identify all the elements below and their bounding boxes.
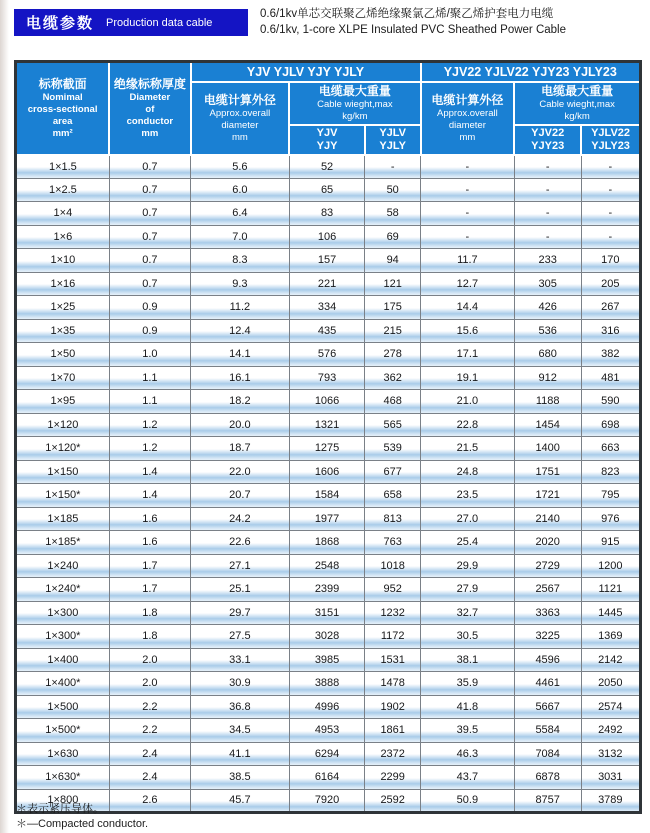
cell: 7.0 bbox=[191, 225, 290, 249]
cell: 536 bbox=[514, 319, 581, 343]
table-row bbox=[16, 742, 641, 766]
cell: 278 bbox=[365, 343, 421, 367]
cell: 1×150* bbox=[16, 484, 110, 508]
cell: 305 bbox=[514, 272, 581, 296]
cell: 3363 bbox=[514, 601, 581, 625]
cell: 205 bbox=[581, 272, 640, 296]
cell: 2050 bbox=[581, 672, 640, 696]
cell: 1721 bbox=[514, 484, 581, 508]
cell: - bbox=[581, 202, 640, 226]
cell: 170 bbox=[581, 249, 640, 273]
cell: 7084 bbox=[514, 742, 581, 766]
cell: 1902 bbox=[365, 695, 421, 719]
cell: 0.7 bbox=[109, 272, 190, 296]
cell: 677 bbox=[365, 460, 421, 484]
cell: 29.9 bbox=[421, 554, 515, 578]
cell: 1.0 bbox=[109, 343, 190, 367]
table-row bbox=[16, 155, 641, 179]
cell: 1868 bbox=[289, 531, 365, 555]
cell: 38.5 bbox=[191, 766, 290, 790]
table-row bbox=[16, 648, 641, 672]
cell: 3132 bbox=[581, 742, 640, 766]
cell: 14.4 bbox=[421, 296, 515, 320]
cell: 1400 bbox=[514, 437, 581, 461]
cell: 912 bbox=[514, 366, 581, 390]
cell: 362 bbox=[365, 366, 421, 390]
cell: 1×6 bbox=[16, 225, 110, 249]
cell: 0.7 bbox=[109, 249, 190, 273]
cell: 1×25 bbox=[16, 296, 110, 320]
cell: 21.5 bbox=[421, 437, 515, 461]
cell: 32.7 bbox=[421, 601, 515, 625]
cell: 2372 bbox=[365, 742, 421, 766]
header-group-yjv: YJV YJLV YJY YJLY bbox=[191, 62, 421, 82]
cell: - bbox=[514, 202, 581, 226]
cell: 565 bbox=[365, 413, 421, 437]
cell: 1606 bbox=[289, 460, 365, 484]
cell: 19.1 bbox=[421, 366, 515, 390]
cell: 1321 bbox=[289, 413, 365, 437]
cell: 793 bbox=[289, 366, 365, 390]
cell: 1×185 bbox=[16, 507, 110, 531]
cell: 267 bbox=[581, 296, 640, 320]
cell: - bbox=[514, 225, 581, 249]
cell: 3789 bbox=[581, 789, 640, 813]
cell: 18.7 bbox=[191, 437, 290, 461]
cell: 34.5 bbox=[191, 719, 290, 743]
cell: 2142 bbox=[581, 648, 640, 672]
cell: 4461 bbox=[514, 672, 581, 696]
cell: 221 bbox=[289, 272, 365, 296]
cell: 175 bbox=[365, 296, 421, 320]
header-group-yjv22: YJV22 YJLV22 YJY23 YJLY23 bbox=[421, 62, 641, 82]
cell: 316 bbox=[581, 319, 640, 343]
cell: 0.7 bbox=[109, 155, 190, 179]
cell: 976 bbox=[581, 507, 640, 531]
cell: 1232 bbox=[365, 601, 421, 625]
cell: 1.4 bbox=[109, 460, 190, 484]
cell: 1.1 bbox=[109, 390, 190, 414]
cell: 2.0 bbox=[109, 672, 190, 696]
cell: 20.7 bbox=[191, 484, 290, 508]
cell: 14.1 bbox=[191, 343, 290, 367]
cell: 233 bbox=[514, 249, 581, 273]
cell: 680 bbox=[514, 343, 581, 367]
table-row bbox=[16, 272, 641, 296]
table-row bbox=[16, 390, 641, 414]
cell: 23.5 bbox=[421, 484, 515, 508]
cell: 663 bbox=[581, 437, 640, 461]
cell: 658 bbox=[365, 484, 421, 508]
table-row bbox=[16, 249, 641, 273]
cell: 7920 bbox=[289, 789, 365, 813]
table-header bbox=[16, 62, 641, 155]
cell: 1×500 bbox=[16, 695, 110, 719]
cell: 18.2 bbox=[191, 390, 290, 414]
cell: 50.9 bbox=[421, 789, 515, 813]
cell: 1.6 bbox=[109, 507, 190, 531]
cell: 1×300* bbox=[16, 625, 110, 649]
cell: 1.4 bbox=[109, 484, 190, 508]
cell: 1×120* bbox=[16, 437, 110, 461]
cell: 1.2 bbox=[109, 413, 190, 437]
cell: 3888 bbox=[289, 672, 365, 696]
cell: 952 bbox=[365, 578, 421, 602]
cell: 52 bbox=[289, 155, 365, 179]
cell: 576 bbox=[289, 343, 365, 367]
cell: 33.1 bbox=[191, 648, 290, 672]
cell: 4953 bbox=[289, 719, 365, 743]
cell: 0.9 bbox=[109, 319, 190, 343]
cell: 2299 bbox=[365, 766, 421, 790]
cell: 30.9 bbox=[191, 672, 290, 696]
cell: 29.7 bbox=[191, 601, 290, 625]
cell: 1×4 bbox=[16, 202, 110, 226]
table-row bbox=[16, 484, 641, 508]
cell: 6294 bbox=[289, 742, 365, 766]
cell: 20.0 bbox=[191, 413, 290, 437]
cell: 1×400* bbox=[16, 672, 110, 696]
cell: 50 bbox=[365, 178, 421, 202]
cell: 1018 bbox=[365, 554, 421, 578]
cell: 15.6 bbox=[421, 319, 515, 343]
cell: 2020 bbox=[514, 531, 581, 555]
cell: 3225 bbox=[514, 625, 581, 649]
footnotes bbox=[16, 802, 148, 831]
cell: 2399 bbox=[289, 578, 365, 602]
cell: 763 bbox=[365, 531, 421, 555]
cell: 1×300 bbox=[16, 601, 110, 625]
table-row bbox=[16, 202, 641, 226]
header-g1-yjlv-yjly: YJLV YJLY bbox=[365, 125, 421, 155]
table-row bbox=[16, 460, 641, 484]
page-title-en: Production data cable bbox=[106, 16, 213, 29]
cell: 1×1.5 bbox=[16, 155, 110, 179]
cell: 121 bbox=[365, 272, 421, 296]
cell: 2592 bbox=[365, 789, 421, 813]
cell: 5667 bbox=[514, 695, 581, 719]
cell: 1531 bbox=[365, 648, 421, 672]
table-row bbox=[16, 178, 641, 202]
cell: 2.2 bbox=[109, 695, 190, 719]
cell: 12.4 bbox=[191, 319, 290, 343]
cell: 58 bbox=[365, 202, 421, 226]
cell: 27.5 bbox=[191, 625, 290, 649]
table-row bbox=[16, 578, 641, 602]
cell: 21.0 bbox=[421, 390, 515, 414]
cell: - bbox=[514, 178, 581, 202]
cell: 38.1 bbox=[421, 648, 515, 672]
table-row bbox=[16, 695, 641, 719]
cell: 83 bbox=[289, 202, 365, 226]
cell: 813 bbox=[365, 507, 421, 531]
cell: 1584 bbox=[289, 484, 365, 508]
cell: 1454 bbox=[514, 413, 581, 437]
cell: 1.6 bbox=[109, 531, 190, 555]
cell: 823 bbox=[581, 460, 640, 484]
cell: 41.1 bbox=[191, 742, 290, 766]
cell: 4996 bbox=[289, 695, 365, 719]
page-subtitle bbox=[260, 6, 566, 38]
table-row bbox=[16, 507, 641, 531]
cell: 1.7 bbox=[109, 554, 190, 578]
cell: 435 bbox=[289, 319, 365, 343]
table-row bbox=[16, 413, 641, 437]
page-header bbox=[14, 6, 644, 38]
cell: 1×120 bbox=[16, 413, 110, 437]
cell: 22.8 bbox=[421, 413, 515, 437]
cell: 3151 bbox=[289, 601, 365, 625]
cell: 1×150 bbox=[16, 460, 110, 484]
cell: 1×630* bbox=[16, 766, 110, 790]
cell: 16.1 bbox=[191, 366, 290, 390]
cell: 1121 bbox=[581, 578, 640, 602]
header-g2-yjlv22-yjly23: YJLV22 YJLY23 bbox=[581, 125, 640, 155]
cell: 1.7 bbox=[109, 578, 190, 602]
cell: 0.9 bbox=[109, 296, 190, 320]
cell: 2567 bbox=[514, 578, 581, 602]
cell: 1×400 bbox=[16, 648, 110, 672]
cell: 94 bbox=[365, 249, 421, 273]
cell: 1×185* bbox=[16, 531, 110, 555]
table-row bbox=[16, 672, 641, 696]
cell: 2140 bbox=[514, 507, 581, 531]
cell: 215 bbox=[365, 319, 421, 343]
cell: 2.4 bbox=[109, 742, 190, 766]
cell: 0.7 bbox=[109, 225, 190, 249]
cell: 481 bbox=[581, 366, 640, 390]
cell: 468 bbox=[365, 390, 421, 414]
cell: 1×630 bbox=[16, 742, 110, 766]
cell: 24.2 bbox=[191, 507, 290, 531]
cell: 1369 bbox=[581, 625, 640, 649]
cell: 1.2 bbox=[109, 437, 190, 461]
cell: 1977 bbox=[289, 507, 365, 531]
cell: 9.3 bbox=[191, 272, 290, 296]
cell: 46.3 bbox=[421, 742, 515, 766]
cell: 12.7 bbox=[421, 272, 515, 296]
cell: 1×240 bbox=[16, 554, 110, 578]
cell: 5584 bbox=[514, 719, 581, 743]
cell: 1.8 bbox=[109, 625, 190, 649]
table-row bbox=[16, 366, 641, 390]
cell: 2492 bbox=[581, 719, 640, 743]
cell: 4596 bbox=[514, 648, 581, 672]
cell: 1.1 bbox=[109, 366, 190, 390]
cell: 0.7 bbox=[109, 202, 190, 226]
cell: 30.5 bbox=[421, 625, 515, 649]
table-row bbox=[16, 766, 641, 790]
cell: - bbox=[365, 155, 421, 179]
cell: 334 bbox=[289, 296, 365, 320]
table-row bbox=[16, 531, 641, 555]
cell: 1×10 bbox=[16, 249, 110, 273]
footnote-en: ＊—Compacted conductor. bbox=[16, 817, 149, 830]
cell: 1751 bbox=[514, 460, 581, 484]
cell: 25.1 bbox=[191, 578, 290, 602]
cell: 41.8 bbox=[421, 695, 515, 719]
cell: 2.0 bbox=[109, 648, 190, 672]
header-g1-overall-diameter: 电缆计算外径 Approx.overall diameter mm bbox=[191, 82, 290, 155]
title-box bbox=[14, 9, 248, 36]
cell: 590 bbox=[581, 390, 640, 414]
cell: 6.4 bbox=[191, 202, 290, 226]
cell: 11.7 bbox=[421, 249, 515, 273]
cell: 45.7 bbox=[191, 789, 290, 813]
cell: 698 bbox=[581, 413, 640, 437]
cell: 22.6 bbox=[191, 531, 290, 555]
cell: 1445 bbox=[581, 601, 640, 625]
cell: 539 bbox=[365, 437, 421, 461]
cell: 6.0 bbox=[191, 178, 290, 202]
cell: 1×95 bbox=[16, 390, 110, 414]
header-g2-overall-diameter: 电缆计算外径 Approx.overall diameter mm bbox=[421, 82, 515, 155]
cell: - bbox=[421, 155, 515, 179]
cell: 1172 bbox=[365, 625, 421, 649]
header-g2-max-weight: 电缆最大重量 Cable wieght,max kg/km bbox=[514, 82, 640, 125]
cell: 3028 bbox=[289, 625, 365, 649]
header-conductor-diameter: 绝缘标称厚度 Diameter of conductor mm bbox=[109, 62, 190, 155]
cell: 22.0 bbox=[191, 460, 290, 484]
cell: 6878 bbox=[514, 766, 581, 790]
cell: 8757 bbox=[514, 789, 581, 813]
footnote-cn: ＊表示紧压导体。 bbox=[16, 803, 104, 815]
subtitle-line-cn: 0.6/1kv单芯交联聚乙烯绝缘聚氯乙烯/聚乙烯护套电力电缆 bbox=[260, 8, 554, 20]
table-row bbox=[16, 225, 641, 249]
table-row bbox=[16, 437, 641, 461]
cell: - bbox=[421, 202, 515, 226]
cell: 2574 bbox=[581, 695, 640, 719]
cell: 1200 bbox=[581, 554, 640, 578]
table-row bbox=[16, 296, 641, 320]
cell: - bbox=[514, 155, 581, 179]
cell: 39.5 bbox=[421, 719, 515, 743]
cell: 1×800 bbox=[16, 789, 110, 813]
cell: 24.8 bbox=[421, 460, 515, 484]
cell: 6164 bbox=[289, 766, 365, 790]
cell: 1×240* bbox=[16, 578, 110, 602]
cable-spec-table bbox=[14, 60, 642, 814]
cell: 0.7 bbox=[109, 178, 190, 202]
header-g1-max-weight: 电缆最大重量 Cable wieght,max kg/km bbox=[289, 82, 420, 125]
table-row bbox=[16, 343, 641, 367]
table-row bbox=[16, 601, 641, 625]
cell: 1066 bbox=[289, 390, 365, 414]
table-row bbox=[16, 625, 641, 649]
cell: 795 bbox=[581, 484, 640, 508]
cell: 69 bbox=[365, 225, 421, 249]
cell: - bbox=[421, 225, 515, 249]
cell: - bbox=[581, 155, 640, 179]
cell: 1×500* bbox=[16, 719, 110, 743]
cell: 27.9 bbox=[421, 578, 515, 602]
header-g1-yjv-yjy: YJV YJY bbox=[289, 125, 365, 155]
cell: 2.2 bbox=[109, 719, 190, 743]
cell: - bbox=[581, 225, 640, 249]
cell: 27.0 bbox=[421, 507, 515, 531]
cell: 2548 bbox=[289, 554, 365, 578]
cell: 106 bbox=[289, 225, 365, 249]
cell: 1.8 bbox=[109, 601, 190, 625]
cell: 36.8 bbox=[191, 695, 290, 719]
cell: 11.2 bbox=[191, 296, 290, 320]
cell: 1478 bbox=[365, 672, 421, 696]
table-body bbox=[16, 155, 641, 813]
scan-edge-shading bbox=[0, 0, 9, 833]
table-row bbox=[16, 719, 641, 743]
cell: 426 bbox=[514, 296, 581, 320]
subtitle-line-en: 0.6/1kv, 1-core XLPE Insulated PVC Sheathed Power Cable bbox=[260, 24, 566, 36]
cell: 2729 bbox=[514, 554, 581, 578]
cell: 17.1 bbox=[421, 343, 515, 367]
header-g2-yjv22-yjy23: YJV22 YJY23 bbox=[514, 125, 581, 155]
cell: 43.7 bbox=[421, 766, 515, 790]
cell: 65 bbox=[289, 178, 365, 202]
cell: 35.9 bbox=[421, 672, 515, 696]
table-row bbox=[16, 554, 641, 578]
cell: - bbox=[581, 178, 640, 202]
cell: 3031 bbox=[581, 766, 640, 790]
cell: 1188 bbox=[514, 390, 581, 414]
header-nominal-area: 标称截面 Nomimal cross-sectional area mm² bbox=[16, 62, 110, 155]
cell: 5.6 bbox=[191, 155, 290, 179]
cell: 8.3 bbox=[191, 249, 290, 273]
cell: 3985 bbox=[289, 648, 365, 672]
cell: 1275 bbox=[289, 437, 365, 461]
cell: 27.1 bbox=[191, 554, 290, 578]
cell: 1×35 bbox=[16, 319, 110, 343]
page-title-cn: 电缆参数 bbox=[26, 15, 95, 32]
cell: 25.4 bbox=[421, 531, 515, 555]
cell: 382 bbox=[581, 343, 640, 367]
cell: 915 bbox=[581, 531, 640, 555]
cell: 1×70 bbox=[16, 366, 110, 390]
cell: 1×16 bbox=[16, 272, 110, 296]
cell: 1×50 bbox=[16, 343, 110, 367]
cell: - bbox=[421, 178, 515, 202]
cell: 2.4 bbox=[109, 766, 190, 790]
cell: 1×2.5 bbox=[16, 178, 110, 202]
table-row bbox=[16, 319, 641, 343]
cell: 1861 bbox=[365, 719, 421, 743]
cell: 2.6 bbox=[109, 789, 190, 813]
cell: 157 bbox=[289, 249, 365, 273]
